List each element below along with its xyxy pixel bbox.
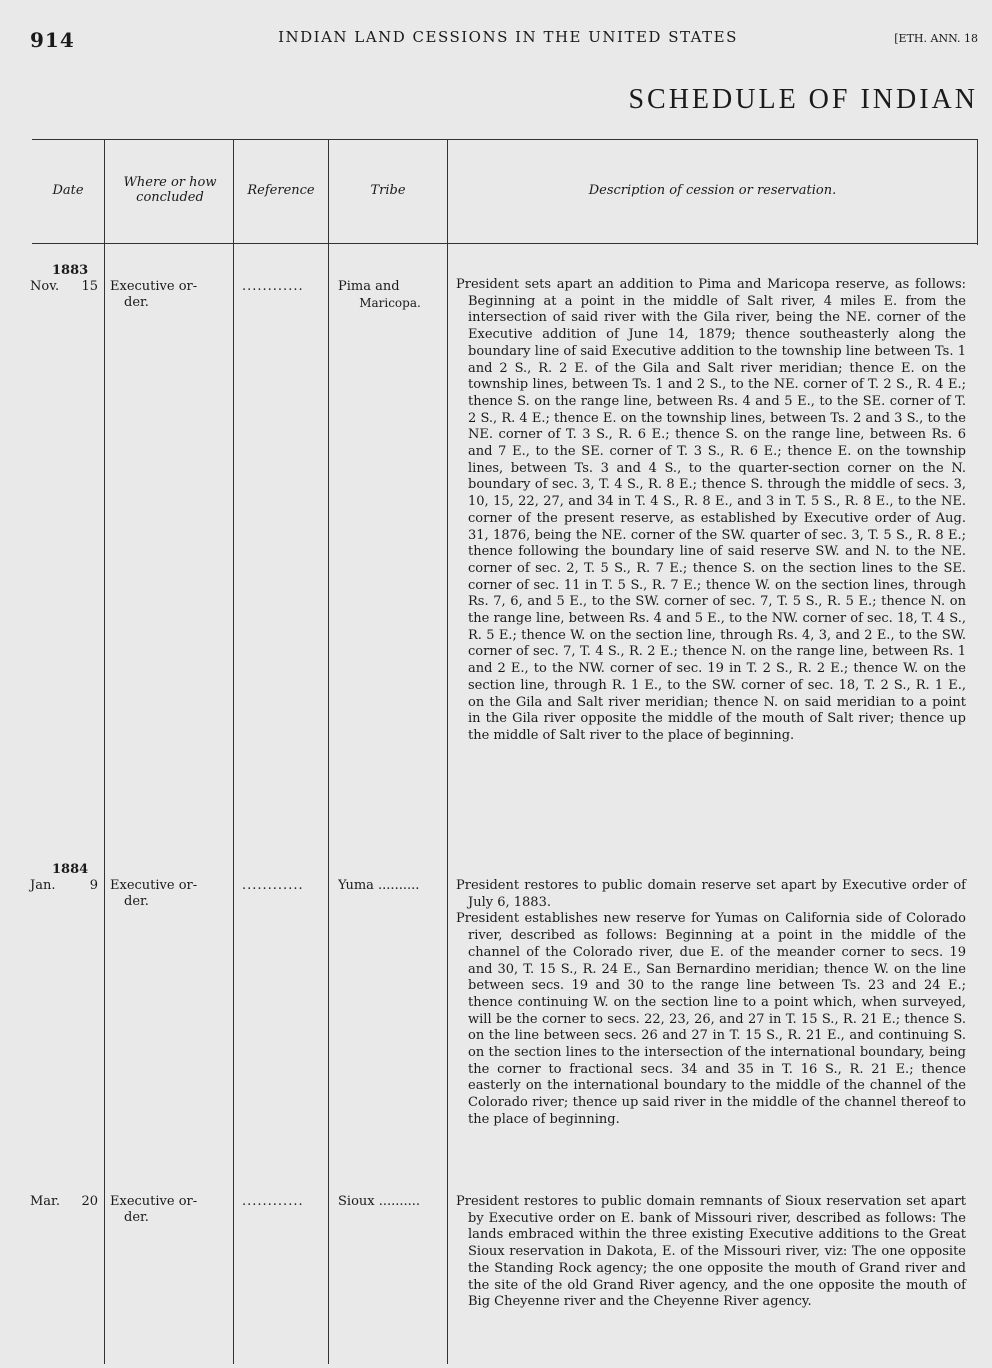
entry-day: 9 bbox=[89, 878, 98, 893]
entry-tribe bbox=[338, 1194, 442, 1210]
column-header-description: Description of cession or reservation. bbox=[588, 182, 837, 198]
entry-tribe-line: Sioux .......... bbox=[338, 1194, 421, 1209]
description-paragraph: President restores to public domain remnants of Sioux reservation set apart by Executive order on E. bank of Missouri river, described as follows: The lands embraced within the three existing Executive additions to the Great Sioux reservation in Dakota, E. of the Missouri river, viz: The one opposite the Standing Rock agency; the one opposite the mouth of Grand river and the site of the old Grand River agency, and the one opposite the mouth of Big Cheyenne river and the Cheyenne River agency. bbox=[456, 1194, 966, 1310]
column-divider bbox=[977, 139, 978, 245]
entry-where-line: Executive or- bbox=[110, 1194, 198, 1209]
entry-date bbox=[30, 279, 98, 294]
entry-where-line: der. bbox=[124, 1210, 149, 1225]
column-header-reference: Reference bbox=[247, 182, 315, 198]
entry-description bbox=[456, 878, 966, 1129]
header-bottom-rule bbox=[32, 243, 978, 244]
entry-date bbox=[30, 1194, 98, 1209]
entry-month: Nov. bbox=[30, 279, 60, 294]
column-header-where: Where or how concluded bbox=[123, 175, 217, 205]
entry-description bbox=[456, 277, 966, 745]
column-divider bbox=[104, 139, 105, 1364]
column-divider bbox=[233, 139, 234, 1364]
entry-where bbox=[110, 878, 228, 910]
description-paragraph: President establishes new reserve for Yumas on California side of Colorado river, described as follows: Beginning at a point in the middle of the channel of the Colorado river, due E. of the meander corner to secs. 19 and 30, T. 15 S., R. 24 E., San Bernardino meridian; thence W. on the line between secs. 19 and 30 to the range line between Ts. 23 and 24 E.; thence continuing W. on the section line to a point which, when surveyed, will be the corner to secs. 22, 23, 26, and 27 in T. 15 S., R. 21 E.; thence S. on the line between secs. 26 and 27 in T. 15 S., R. 21 E., and continuing S. on the section lines to the intersection of the international boundary, being the corner to fractional secs. 34 and 35 in T. 16 S., R. 21 E.; thence easterly on the international boundary to the middle of the channel of the Colorado river; thence up said river in the middle of the channel thereof to the place of beginning. bbox=[456, 911, 966, 1127]
column-header-tribe: Tribe bbox=[370, 182, 406, 198]
entry-where-line: Executive or- bbox=[110, 878, 198, 893]
column-divider bbox=[328, 139, 329, 1364]
entry-year: 1883 bbox=[52, 263, 89, 278]
entry-tribe-line: Maricopa. bbox=[359, 296, 421, 310]
entry-year: 1884 bbox=[52, 862, 89, 877]
column-divider bbox=[447, 139, 448, 1364]
entry-tribe-line: Pima and bbox=[338, 279, 400, 294]
schedule-title: SCHEDULE OF INDIAN bbox=[628, 84, 978, 115]
running-title: INDIAN LAND CESSIONS IN THE UNITED STATES bbox=[278, 28, 738, 46]
entry-where bbox=[110, 1194, 228, 1226]
entry-where-line: der. bbox=[124, 295, 149, 310]
description-paragraph: President restores to public domain reserve set apart by Executive order of July 6, 1883. bbox=[456, 878, 966, 910]
entry-where bbox=[110, 279, 228, 311]
entry-tribe-line: Yuma .......... bbox=[338, 878, 420, 893]
entry-reference: ............ bbox=[242, 878, 304, 893]
entry-description bbox=[456, 1194, 966, 1311]
entry-month: Jan. bbox=[30, 878, 56, 893]
entry-day: 20 bbox=[81, 1194, 98, 1209]
entry-date bbox=[30, 878, 98, 893]
column-header-date: Date bbox=[52, 182, 84, 198]
entry-reference: ............ bbox=[242, 279, 304, 294]
page-number: 914 bbox=[30, 28, 75, 52]
running-head-right: [ETH. ANN. 18 bbox=[894, 32, 978, 45]
entry-reference: ............ bbox=[242, 1194, 304, 1209]
entry-day: 15 bbox=[81, 279, 98, 294]
entry-month: Mar. bbox=[30, 1194, 60, 1209]
entry-tribe bbox=[338, 878, 442, 894]
entry-tribe bbox=[338, 279, 442, 311]
description-paragraph: President sets apart an addition to Pima and Maricopa reserve, as follows: Beginning at a point in the middle of Salt river, 4 miles E. from the intersection of said river with the Gila river, being the NE. corner of the Executive addition of June 14, 1879; thence southeasterly along the boundary line of said Executive addition to the township line between Ts. 1 and 2 S., R. 2 E. of the Gila and Salt river meridian; thence E. on the township lines, between Ts. 1 and 2 S., to the NE. corner of T. 2 S., R. 4 E.; thence S. on the range line, between Rs. 4 and 5 E., to the SE. corner of T. 2 S., R. 4 E.; thence E. on the township lines, between Ts. 2 and 3 S., to the NE. corner of T. 3 S., R. 6 E.; thence S. on the range line, between Rs. 6 and 7 E., to the SE. corner of T. 3 S., R. 6 E.; thence E. on the township lines, between Ts. 3 and 4 S., to the quarter-section corner on the N. boundary of sec. 3, T. 4 S., R. 8 E.; thence S. through the middle of secs. 3, 10, 15, 22, 27, and 34 in T. 4 S., R. 8 E., and 3 in T. 5 S., R. 8 E., to the NE. corner of the present reserve, as established by Executive order of Aug. 31, 1876, being the NE. corner of the SW. quarter of sec. 3, T. 5 S., R. 8 E.; thence following the boundary line of said reserve SW. and N. to the NE. corner of sec. 2, T. 5 S., R. 7 E.; thence S. on the section lines to the SE. corner of sec. 11 in T. 5 S., R. 7 E.; thence W. on the section lines, through Rs. 7, 6, and 5 E., to the SW. corner of sec. 7, T. 5 S., R. 5 E.; thence N. on the range line, between Rs. 4 and 5 E., to the NW. corner of sec. 18, T. 4 S., R. 5 E.; thence W. on the section line, through Rs. 4, 3, and 2 E., to the SW. corner of sec. 7, T. 4 S., R. 2 E.; thence N. on the range line, between Rs. 1 and 2 E., to the NW. corner of sec. 19 in T. 2 S., R. 2 E.; thence W. on the section line, through R. 1 E., to the SW. corner of sec. 18, T. 2 S., R. 1 E., on the Gila and Salt river meridian; thence N. on said meridian to a point in the Gila river opposite the middle of the mouth of Salt river; thence up the middle of Salt river to the place of beginning. bbox=[456, 277, 966, 743]
running-head bbox=[30, 28, 986, 50]
entry-where-line: der. bbox=[124, 894, 149, 909]
entry-where-line: Executive or- bbox=[110, 279, 198, 294]
